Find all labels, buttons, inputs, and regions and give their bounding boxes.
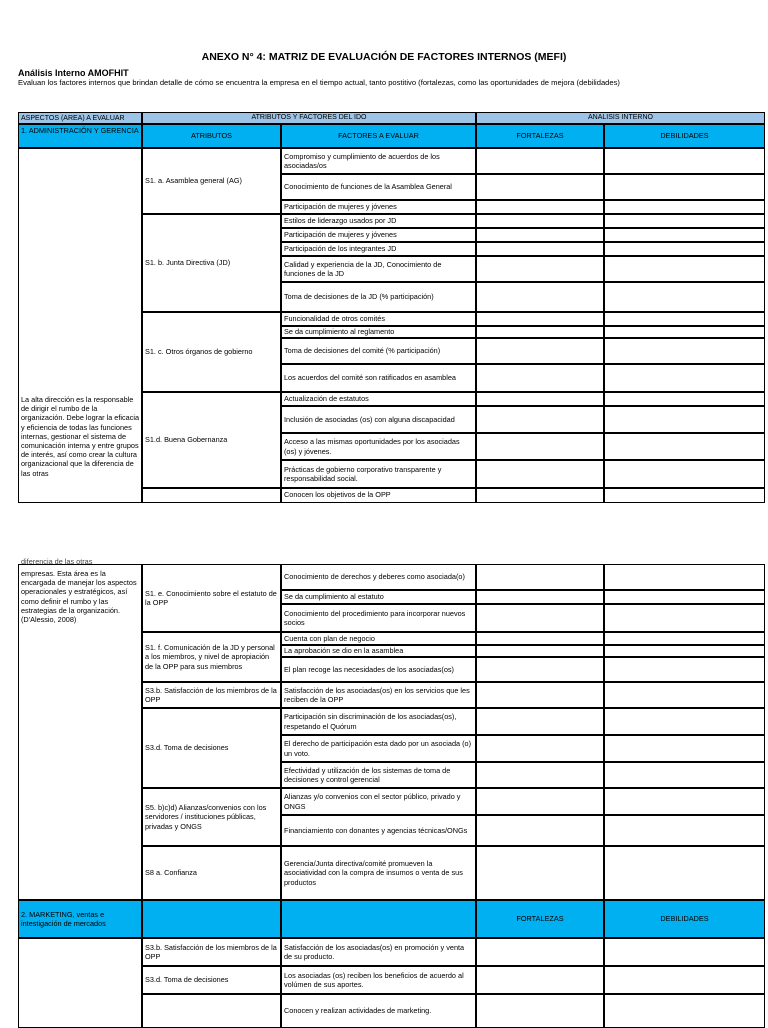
factor-cell: Participación de los integrantes JD bbox=[281, 242, 476, 256]
debilidad-cell bbox=[604, 326, 765, 338]
header-debilidades: DEBILIDADES bbox=[604, 124, 765, 148]
factor-cell: Toma de decisiones de la JD (% participación) bbox=[281, 282, 476, 312]
debilidad-cell bbox=[604, 214, 765, 228]
debilidad-cell bbox=[604, 392, 765, 406]
factor-cell: Acceso a las mismas oportunidades por los asociadas (os) y jóvenes. bbox=[281, 433, 476, 460]
debilidad-cell bbox=[604, 338, 765, 364]
factor-cell: Calidad y experiencia de la JD, Conocimiento de funciones de la JD bbox=[281, 256, 476, 282]
attribute-asamblea-general: S1. a. Asamblea general (AG) bbox=[142, 148, 281, 214]
fortaleza-cell bbox=[476, 256, 604, 282]
factor-cell: Estilos de liderazgo usados por JD bbox=[281, 214, 476, 228]
debilidad-cell bbox=[604, 966, 765, 994]
attribute-empty-cell bbox=[142, 994, 281, 1028]
factor-cell: Participación de mujeres y jóvenes bbox=[281, 200, 476, 214]
header-fortalezas: FORTALEZAS bbox=[476, 124, 604, 148]
debilidad-cell bbox=[604, 460, 765, 488]
attribute-comunicacion: S1. f. Comunicación de la JD y personal a los miembros, y nivel de apropiación de la OPP para sus miembros bbox=[142, 632, 281, 682]
fortaleza-cell bbox=[476, 312, 604, 326]
aspect-description: La alta dirección es la responsable de dirigir el rumbo de la organización. Debe lograr la eficacia y eficiencia de todas las funciones internas, gestionar el sistema de comunicación interna y entre grupos de interés, así como crear la cultura organizacional que la diferencia de las otras bbox=[21, 395, 140, 478]
debilidad-cell bbox=[604, 994, 765, 1028]
factor-cell: Toma de decisiones del comité (% participación) bbox=[281, 338, 476, 364]
debilidad-cell bbox=[604, 242, 765, 256]
debilidad-cell bbox=[604, 938, 765, 966]
attribute-buena-gobernanza: S1.d. Buena Gobernanza bbox=[142, 392, 281, 488]
debilidad-cell bbox=[604, 406, 765, 433]
fortaleza-cell bbox=[476, 242, 604, 256]
factor-cell: Conocimiento del procedimiento para incorporar nuevos socios bbox=[281, 604, 476, 632]
section-administracion-heading: 1. ADMINISTRACIÓN Y GERENCIA bbox=[18, 124, 142, 148]
factor-cell: Se da cumplimiento al reglamento bbox=[281, 326, 476, 338]
fortaleza-cell bbox=[476, 645, 604, 657]
header-analisis-interno: ANALISIS INTERNO bbox=[476, 112, 765, 124]
attribute-otros-organos: S1. c. Otros órganos de gobierno bbox=[142, 312, 281, 392]
fortaleza-cell bbox=[476, 433, 604, 460]
intro-paragraph: Evaluan los factores internos que brindan detalle de cómo se encuentra la empresa en el tiempo actual, tanto postitivo (fortalezas, como las oportunidades de mejora (debilidades) bbox=[18, 78, 620, 87]
factor-cell: Financiamiento con donantes y agencias técnicas/ONGs bbox=[281, 815, 476, 846]
section-marketing-debilidades: DEBILIDADES bbox=[604, 900, 765, 938]
factor-cell: Efectividad y utilización de los sistemas de toma de decisiones y control gerencial bbox=[281, 762, 476, 788]
fortaleza-cell bbox=[476, 488, 604, 502]
debilidad-cell bbox=[604, 148, 765, 174]
factor-cell: Conocimiento de funciones de la Asamblea General bbox=[281, 174, 476, 200]
debilidad-cell bbox=[604, 846, 765, 900]
fortaleza-cell bbox=[476, 406, 604, 433]
intro-heading: Análisis Interno AMOFHIT bbox=[18, 68, 129, 78]
debilidad-cell bbox=[604, 488, 765, 502]
aspect-column-continued bbox=[18, 557, 142, 900]
fortaleza-cell bbox=[476, 590, 604, 604]
fortaleza-cell bbox=[476, 228, 604, 242]
aspect-column bbox=[18, 148, 142, 502]
header-factores: FACTORES A EVALUAR bbox=[281, 124, 476, 148]
factor-cell: Satisfacción de los asociadas(os) en promoción y venta de su producto. bbox=[281, 938, 476, 966]
factor-cell: Satisfacción de los asociadas(os) en los servicios que les reciben de la OPP bbox=[281, 682, 476, 708]
debilidad-cell bbox=[604, 762, 765, 788]
attribute-toma-decisiones-marketing: S3.d. Toma de decisiones bbox=[142, 966, 281, 994]
fortaleza-cell bbox=[476, 846, 604, 900]
attribute-empty-cell bbox=[142, 488, 281, 502]
fortaleza-cell bbox=[476, 564, 604, 590]
factor-cell: Prácticas de gobierno corporativo transparente y responsabilidad social. bbox=[281, 460, 476, 488]
factor-cell: Funcionalidad de otros comités bbox=[281, 312, 476, 326]
fortaleza-cell bbox=[476, 338, 604, 364]
factor-cell: Participación de mujeres y jóvenes bbox=[281, 228, 476, 242]
factor-cell: Conocen los objetivos de la OPP bbox=[281, 488, 476, 502]
factor-cell: El derecho de participación esta dado por un asociada (o) un voto. bbox=[281, 735, 476, 762]
factor-cell: Inclusión de asociadas (os) con alguna discapacidad bbox=[281, 406, 476, 433]
debilidad-cell bbox=[604, 564, 765, 590]
factor-cell: Cuenta con plan de negocio bbox=[281, 632, 476, 645]
debilidad-cell bbox=[604, 228, 765, 242]
factor-cell: Los acuerdos del comité son ratificados en asamblea bbox=[281, 364, 476, 392]
debilidad-cell bbox=[604, 282, 765, 312]
factor-cell: Compromiso y cumplimiento de acuerdos de los asociadas/os bbox=[281, 148, 476, 174]
factor-cell: Participación sin discriminación de los asociadas(os), respetando el Quórum bbox=[281, 708, 476, 735]
debilidad-cell bbox=[604, 174, 765, 200]
factor-cell: La aprobación se dio en la asamblea bbox=[281, 645, 476, 657]
aspect-cut-line: diferencia de las otras bbox=[21, 557, 93, 566]
header-aspectos: ASPECTOS (AREA) A EVALUAR bbox=[18, 112, 142, 124]
section-marketing-factor-header bbox=[281, 900, 476, 938]
section-marketing-fortalezas: FORTALEZAS bbox=[476, 900, 604, 938]
fortaleza-cell bbox=[476, 966, 604, 994]
debilidad-cell bbox=[604, 590, 765, 604]
debilidad-cell bbox=[604, 708, 765, 735]
fortaleza-cell bbox=[476, 735, 604, 762]
header-atributos: ATRIBUTOS bbox=[142, 124, 281, 148]
debilidad-cell bbox=[604, 735, 765, 762]
attribute-junta-directiva: S1. b. Junta Directiva (JD) bbox=[142, 214, 281, 312]
fortaleza-cell bbox=[476, 326, 604, 338]
aspect-description-continued: empresas. Esta área es la encargada de manejar los aspectos operacionales y estratégicos, así como definir el rumbo y las estrategias de la organización. (D'Alessio, 2008) bbox=[21, 569, 137, 625]
attribute-confianza: S8 a. Confianza bbox=[142, 846, 281, 900]
debilidad-cell bbox=[604, 256, 765, 282]
fortaleza-cell bbox=[476, 682, 604, 708]
debilidad-cell bbox=[604, 645, 765, 657]
factor-cell: El plan recoge las necesidades de los asociadas(os) bbox=[281, 657, 476, 682]
debilidad-cell bbox=[604, 312, 765, 326]
debilidad-cell bbox=[604, 364, 765, 392]
factor-cell: Actualización de estatutos bbox=[281, 392, 476, 406]
factor-cell: Los asociadas (os) reciben los beneficios de acuerdo al volúmen de sus aportes. bbox=[281, 966, 476, 994]
fortaleza-cell bbox=[476, 788, 604, 815]
factor-cell: Se da cumplimiento al estatuto bbox=[281, 590, 476, 604]
fortaleza-cell bbox=[476, 762, 604, 788]
factor-cell: Alianzas y/o convenios con el sector público, privado y ONGS bbox=[281, 788, 476, 815]
attribute-toma-decisiones: S3.d. Toma de decisiones bbox=[142, 708, 281, 788]
fortaleza-cell bbox=[476, 938, 604, 966]
factor-cell: Conocimiento de derechos y deberes como asociada(o) bbox=[281, 564, 476, 590]
fortaleza-cell bbox=[476, 657, 604, 682]
attribute-estatuto: S1. e. Conocimiento sobre el estatuto de la OPP bbox=[142, 564, 281, 632]
fortaleza-cell bbox=[476, 460, 604, 488]
header-atributos-factores: ATRIBUTOS Y FACTORES DEL IDO bbox=[142, 112, 476, 124]
fortaleza-cell bbox=[476, 708, 604, 735]
fortaleza-cell bbox=[476, 214, 604, 228]
fortaleza-cell bbox=[476, 604, 604, 632]
factor-cell: Gerencia/Junta directiva/comité promueven la asociatividad con la compra de insumos o venta de sus productos bbox=[281, 846, 476, 900]
debilidad-cell bbox=[604, 200, 765, 214]
fortaleza-cell bbox=[476, 200, 604, 214]
section-marketing-heading: 2. MARKETING, ventas e intestigación de mercados bbox=[18, 900, 142, 938]
page-break-line bbox=[18, 502, 765, 503]
document-title: ANEXO N° 4: MATRIZ DE EVALUACIÓN DE FACTORES INTERNOS (MEFI) bbox=[201, 51, 567, 63]
attribute-alianzas: S5. b)c)d) Alianzas/convenios con los servidores / instituciones públicas, privadas y ONGS bbox=[142, 788, 281, 846]
fortaleza-cell bbox=[476, 815, 604, 846]
factor-cell: Conocen y realizan actividades de marketing. bbox=[281, 994, 476, 1028]
debilidad-cell bbox=[604, 682, 765, 708]
fortaleza-cell bbox=[476, 148, 604, 174]
fortaleza-cell bbox=[476, 174, 604, 200]
aspect-column-marketing bbox=[18, 938, 142, 1028]
attribute-satisfaccion-marketing: S3.b. Satisfacción de los miembros de la OPP bbox=[142, 938, 281, 966]
debilidad-cell bbox=[604, 632, 765, 645]
fortaleza-cell bbox=[476, 364, 604, 392]
fortaleza-cell bbox=[476, 392, 604, 406]
debilidad-cell bbox=[604, 657, 765, 682]
fortaleza-cell bbox=[476, 994, 604, 1028]
fortaleza-cell bbox=[476, 282, 604, 312]
section-marketing-attr-header bbox=[142, 900, 281, 938]
debilidad-cell bbox=[604, 433, 765, 460]
fortaleza-cell bbox=[476, 632, 604, 645]
debilidad-cell bbox=[604, 604, 765, 632]
debilidad-cell bbox=[604, 788, 765, 815]
debilidad-cell bbox=[604, 815, 765, 846]
attribute-satisfaccion: S3.b. Satisfacción de los miembros de la OPP bbox=[142, 682, 281, 708]
